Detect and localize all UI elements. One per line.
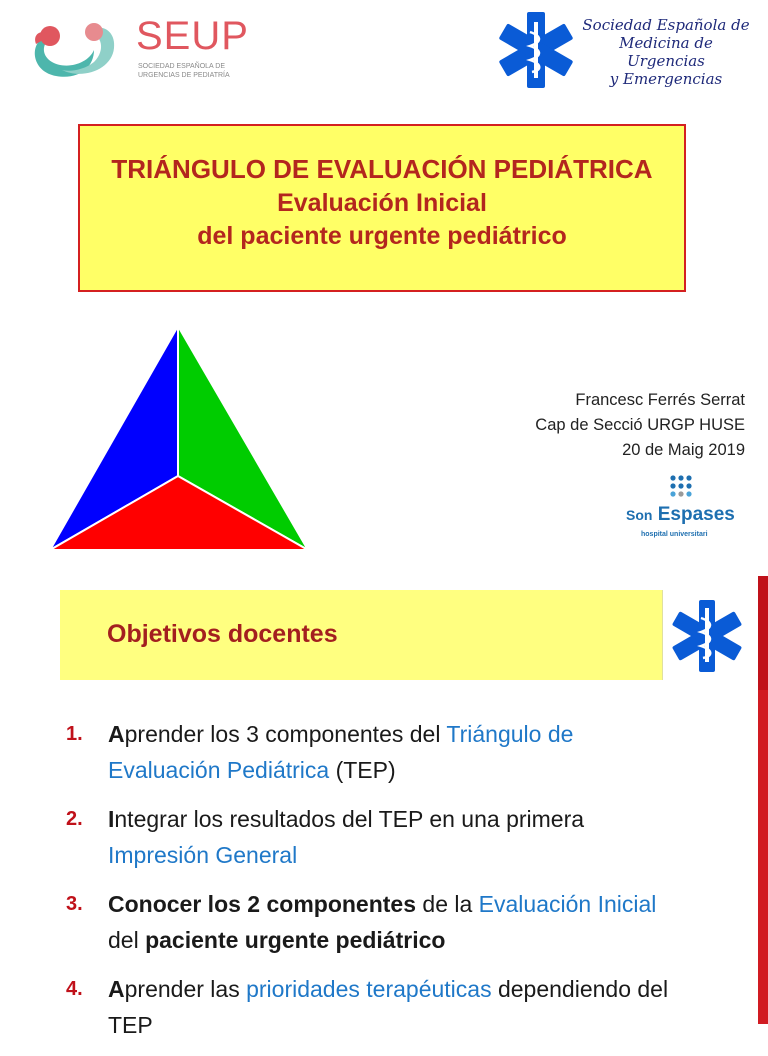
presentation-date: 20 de Maig 2019 — [622, 441, 745, 459]
seup-name: SEUP — [136, 14, 249, 58]
author-name: Francesc Ferrés Serrat — [575, 391, 745, 409]
objective-highlight: Triángulo de Evaluación Pediátrica — [108, 721, 574, 783]
objective-text: paciente urgente pediátrico — [145, 927, 446, 953]
objective-text: I — [108, 806, 115, 832]
semes-name-line: Medicina de Urgencias — [619, 34, 713, 70]
objective-item — [66, 801, 686, 873]
objective-item — [66, 716, 686, 788]
title-line-2: Evaluación Inicial — [277, 189, 487, 217]
objective-highlight: prioridades terapéuticas — [246, 976, 492, 1002]
objective-item — [66, 886, 686, 958]
seup-subtitle-line: URGENCIAS DE PEDIATRÍA — [138, 72, 230, 79]
son-espases-son: Son — [626, 507, 653, 523]
son-espases-name: Espases — [657, 504, 735, 525]
objective-highlight: Evaluación Inicial — [478, 891, 657, 917]
objectives-heading: Objetivos docentes — [107, 620, 338, 648]
slide-edge-bar — [758, 690, 768, 1024]
author-block — [535, 388, 745, 463]
objective-text: ntegrar los resultados del TEP en una primera — [114, 806, 585, 832]
author-role: Cap de Secció URGP HUSE — [535, 416, 745, 434]
son-espases-wordmark — [626, 504, 735, 526]
star-of-life-icon — [663, 590, 751, 680]
objective-text: dependiendo del TEP — [108, 976, 669, 1038]
objective-text: A — [108, 976, 125, 1002]
objective-number: 3. — [66, 893, 83, 915]
objective-text: prender los 3 componentes del — [124, 721, 447, 747]
seup-subtitle — [138, 62, 230, 80]
son-espases-dots-icon — [670, 475, 691, 496]
son-espases-subtitle: hospital universitari — [641, 531, 708, 538]
title-line-3: del paciente urgente pediátrico — [197, 222, 567, 250]
star-of-life-icon — [496, 8, 576, 92]
seup-symbol-icon — [22, 10, 132, 96]
semes-name-line: y Emergencias — [609, 70, 723, 88]
objective-text: A — [108, 721, 125, 747]
objective-number: 1. — [66, 723, 83, 745]
objective-highlight: Impresión General — [108, 842, 298, 868]
pediatric-assessment-triangle — [46, 322, 312, 554]
objective-number: 2. — [66, 808, 83, 830]
seup-subtitle-line: SOCIEDAD ESPAÑOLA DE — [138, 63, 226, 70]
slide-edge-bar — [758, 576, 768, 690]
objective-text: Conocer los 2 componentes — [108, 891, 417, 917]
objective-text: prender las — [124, 976, 247, 1002]
objective-number: 4. — [66, 978, 83, 1000]
title-line-1: TRIÁNGULO DE EVALUACIÓN PEDIÁTRICA — [111, 154, 653, 184]
objective-item — [66, 971, 686, 1043]
objective-text: de la — [416, 891, 479, 917]
objective-text: del — [108, 927, 146, 953]
objectives-logo-box — [662, 590, 751, 680]
semes-name-line: Sociedad Española de — [582, 16, 750, 34]
objective-text: (TEP) — [329, 757, 396, 783]
title-box — [78, 124, 686, 292]
semes-name — [580, 16, 752, 88]
objectives-list — [66, 716, 686, 1056]
